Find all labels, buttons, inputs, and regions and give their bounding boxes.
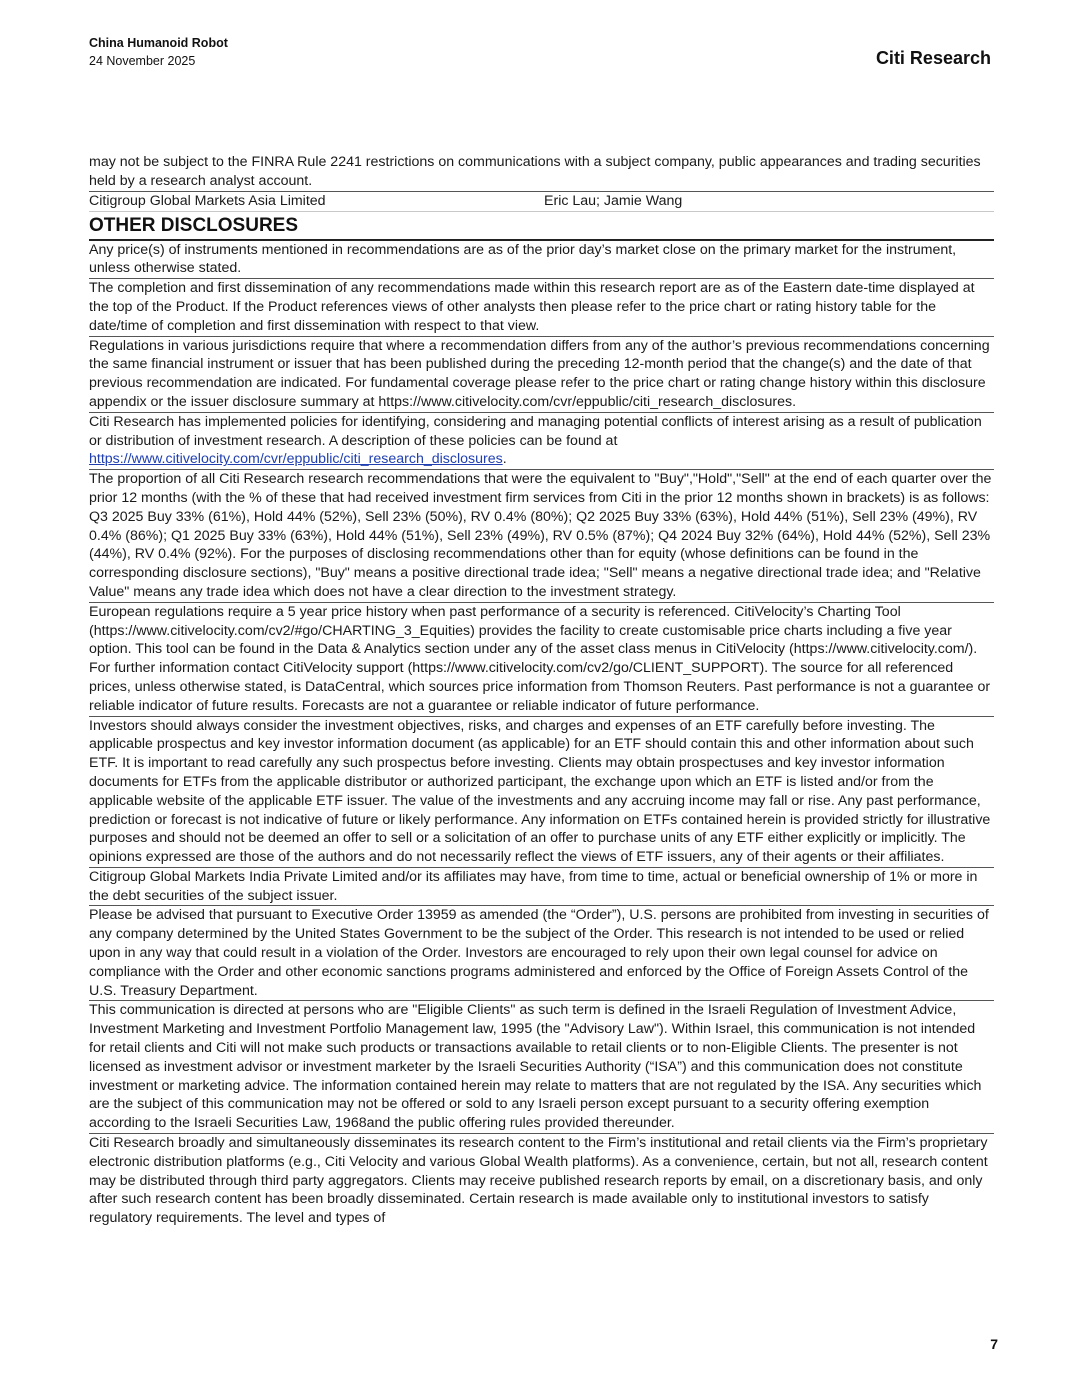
disclosure-rating-distribution: The proportion of all Citi Research research recommendations that were the equivalent to "Buy","Hold","Sell" at the end of each quarter over the prior 12 months (with the % of these that had received investment firm services from Citi in the prior 12 months shown in brackets) is as follows: Q3 2025 Buy 33% (61%), Hold 44% (52%), Sell 23% (50%), RV 0.4% (80%); Q2 2025 Buy 33% (63%), Hold 44% (51%), Sell 23% (49%), RV 0.4% (86%); Q1 2025 Buy 33% (63%), Hold 44% (51%), Sell 23% (49%), RV 0.5% (87%); Q4 2024 Buy 32% (64%), Hold 44% (52%), Sell 23% (44%), RV 0.4% (92%). For the purposes of disclosing recommendations other than for equity (whose definitions can be found in the corresponding disclosure sections), "Buy" means a positive directional trade idea; "Sell" means a negative directional trade idea; and "Relative Value" means any trade idea which does not have a clear direction to the investment strategy. (89, 470, 994, 603)
disclosure-completion-time: The completion and first dissemination of any recommendations made within this research report are as of the Eastern date-time displayed at the top of the Product. If the Product references views of other analysts then please refer to the price chart or rating history table for the date/time of completion and first dissemination with respect to that view. (89, 279, 994, 336)
disclosure-etf: Investors should always consider the investment objectives, risks, and charges and expenses of an ETF carefully before investing. The applicable prospectus and key investor information document (as applicable) for an ETF should contain this and other information about such ETF. It is important to read carefully any such prospectus before investing. Clients may obtain prospectuses and key investor information documents for ETFs from the applicable distributor or authorized participant, the exchange upon which an ETF is listed and/or from the applicable website of the applicable ETF issuer. The value of the investments and any accruing income may fall or rise. Any past performance, prediction or forecast is not indicative of future or likely performance. Any information on ETFs contained herein is provided strictly for illustrative purposes and should not be deemed an offer to sell or a solicitation of an offer to purchase units of any ETF either explicitly or implicitly. The opinions expressed are those of the authors and do not necessarily reflect the views of ETF issuers, any of their agents or their affiliates. (89, 717, 994, 868)
disclosure-price-history: European regulations require a 5 year price history when past performance of a security is referenced. CitiVelocity’s Charting Tool (https://www.citivelocity.com/cv2/#go/CHARTING_3_Equities) provides the facility to create customisable price charts including a five year option. This tool can be found in the Data & Analytics section under any of the asset class menus in CitiVelocity (https://www.citivelocity.com/). For further information contact CitiVelocity support (https://www.citivelocity.com/cv2/go/CLIENT_SUPPORT). The source for all referenced prices, unless otherwise stated, is DataCentral, which sources price information from Thomson Reuters. Past performance is not a guarantee or reliable indicator of future results. Forecasts are not a guarantee or reliable indicator of future performance. (89, 603, 994, 717)
conflicts-policy-text: Citi Research has implemented policies for identifying, considering and managing potential conflicts of interest arising as a result of publication or distribution of investment research. A description of these policies can be found at (89, 413, 982, 449)
page-number: 7 (990, 1336, 998, 1352)
brand-name: Citi Research (875, 48, 991, 68)
analyst-row (89, 192, 994, 212)
document-date: 24 November 2025 (89, 54, 196, 68)
disclosure-recommendation-changes: Regulations in various jurisdictions require that where a recommendation differs from any of the author’s previous recommendations concerning the same financial instrument or issuer that has been published during the preceding 12-month period that the change(s) and the date of that previous recommendation are indicated. For fundamental coverage please refer to the price chart or rating change history within this disclosure appendix or the issuer disclosure summary at https://www.citivelocity.com/cvr/eppublic/citi_research_disclosures. (89, 337, 994, 413)
intro-paragraph: may not be subject to the FINRA Rule 2241 restrictions on communications with a subject company, public appearances and trading securities held by a research analyst account. (89, 153, 994, 192)
conflicts-policy-end: . (502, 451, 507, 468)
disclosure-dissemination: Citi Research broadly and simultaneously disseminates its research content to the Firm’s institutional and retail clients via the Firm’s proprietary electronic distribution platforms (e.g., Citi Velocity and various Global Wealth platforms). As a convenience, certain, but not all, research content may be distributed through third party aggregators. Clients may receive published research reports by email, on a discretionary basis, and only after such research content has been broadly disseminated. Certain research is made available only to institutional investors to satisfy regulatory requirements. The level and types of (89, 1135, 988, 1227)
disclosure-india-ownership: Citigroup Global Markets India Private Limited and/or its affiliates may have, from time to time, actual or beneficial ownership of 1% or more in the debt securities of the subject issuer. (89, 868, 994, 907)
page-content (89, 153, 994, 1228)
disclosures-link[interactable]: https://www.citivelocity.com/cvr/eppublic/citi_research_disclosures (89, 451, 503, 468)
page-header (89, 36, 991, 76)
disclosure-israel: This communication is directed at persons who are "Eligible Clients" as such term is defined in the Israeli Regulation of Investment Advice, Investment Marketing and Investment Portfolio Management law, 1995 (the "Advisory Law"). Within Israel, this communication is not intended for retail clients and Citi will not make such products or transactions available to retail clients or to non-Eligible Clients. The presenter is not licensed as investment advisor or investment marketer by the Israeli Securities Authority (“ISA”) and this communication does not constitute investment or marketing advice. The information contained herein may relate to matters that are not regulated by the ISA. Any securities which are the subject of this communication may not be offered or sold to any Israeli person except pursuant to a security offering exemption according to the Israeli Securities Law, 1968and the public offering rules provided thereunder. (89, 1001, 994, 1134)
disclosure-executive-order: Please be advised that pursuant to Executive Order 13959 as amended (the “Order”), U.S. persons are prohibited from investing in securities of any company determined by the United States Government to be the subject of the Order. This research is not intended to be used or relied upon in any way that could result in a violation of the Order. Investors are encouraged to rely upon their own legal counsel for advice on compliance with the Order and other economic sanctions programs administered and enforced by the Office of Foreign Assets Control of the U.S. Treasury Department. (89, 906, 994, 1001)
analyst-entity: Citigroup Global Markets Asia Limited (89, 192, 326, 209)
disclosure-conflicts-policy (89, 413, 994, 470)
analyst-names: Eric Lau; Jamie Wang (544, 192, 683, 209)
section-heading: OTHER DISCLOSURES (89, 212, 994, 241)
document-title: China Humanoid Robot (89, 36, 228, 50)
disclosure-price-basis: Any price(s) of instruments mentioned in recommendations are as of the prior day’s market close on the primary market for the instrument, unless otherwise stated. (89, 241, 994, 280)
